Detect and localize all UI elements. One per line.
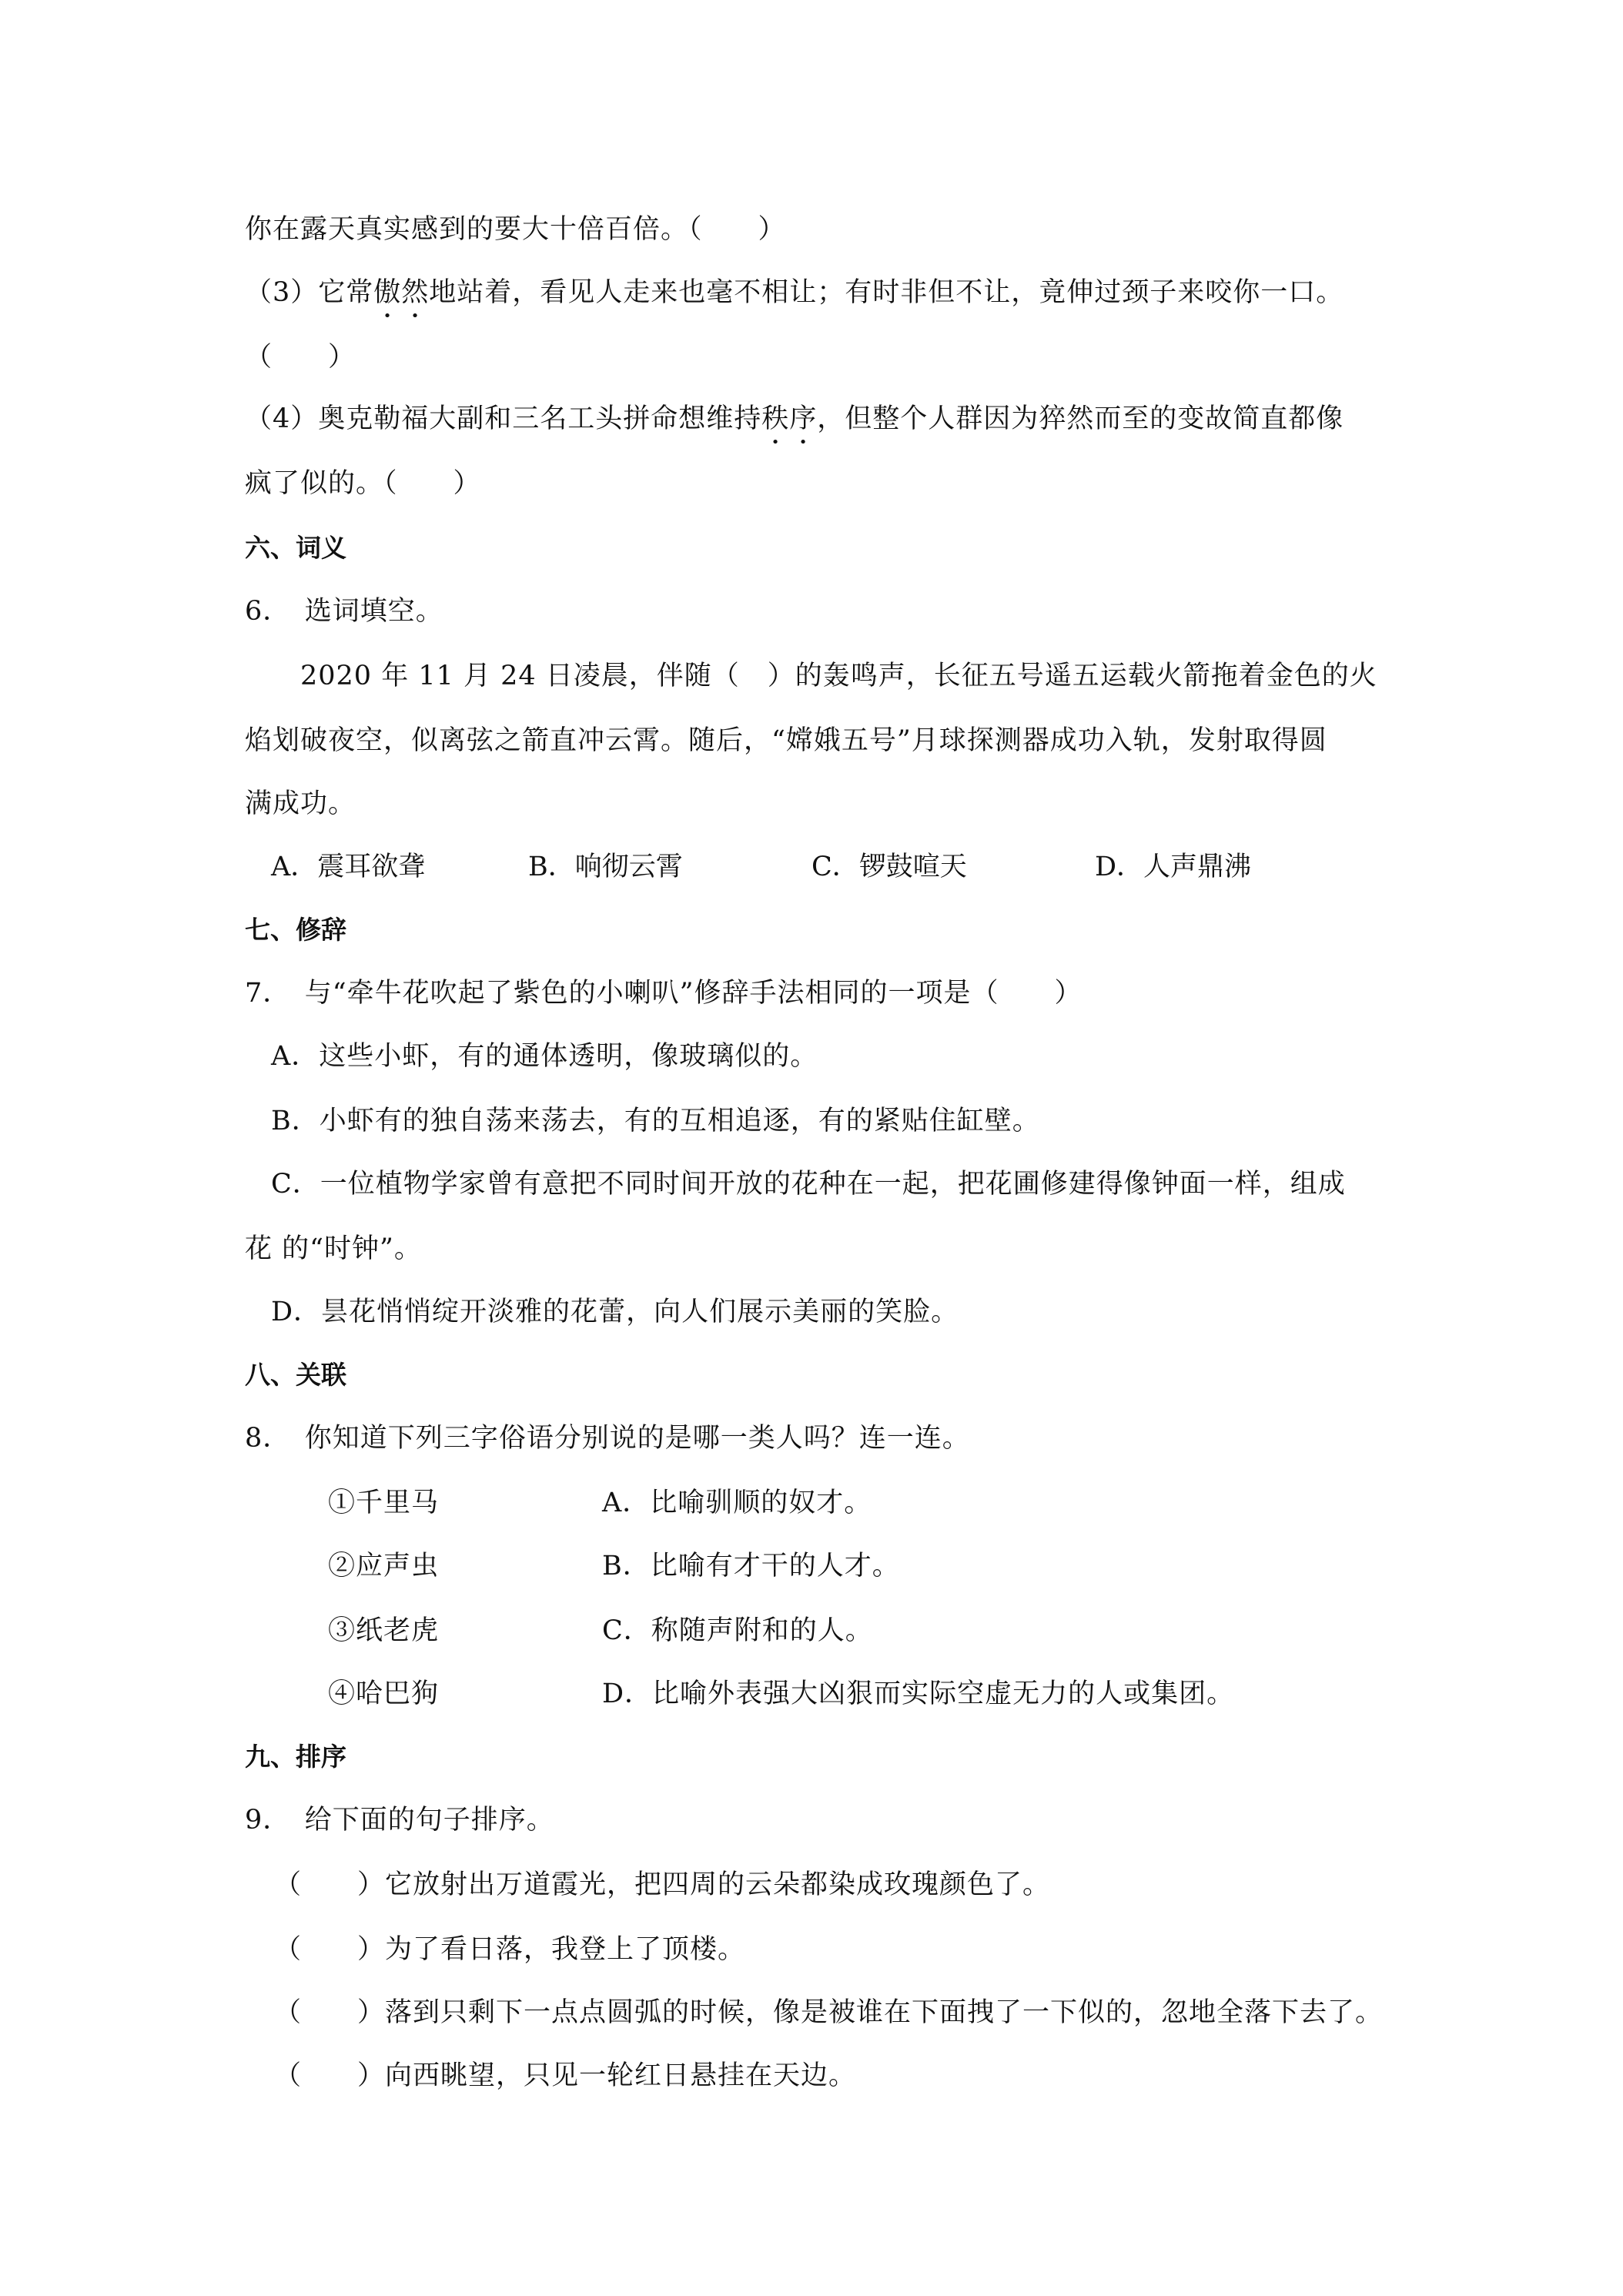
question-7-option-a[interactable]: A．这些小虾，有的通体透明，像玻璃似的。 [271,1041,818,1072]
match-right-item[interactable]: B．比喻有才干的人才。 [602,1551,900,1581]
match-left-item[interactable]: ①千里马 [328,1488,440,1518]
question-6-option-c[interactable]: C．锣鼓喧天 [812,852,967,882]
question-6-option-d[interactable]: D．人声鼎沸 [1095,852,1252,882]
ordering-item[interactable]: （ ）落到只剩下一点点圆弧的时候，像是被谁在下面拽了一下似的，忽地全落下去了。 [274,1997,1384,2028]
q3-text-before: （3）它常 [245,277,374,308]
question-6-stem: 6． 选词填空。 [245,596,443,627]
match-right-item[interactable]: A．比喻驯顺的奴才。 [602,1488,872,1518]
question-9-stem: 9． 给下面的句子排序。 [245,1805,554,1836]
q3-dotted-word: 傲然 [373,277,430,308]
question-7-option-b[interactable]: B．小虾有的独自荡来荡去，有的互相追逐，有的紧贴住缸壁。 [271,1106,1040,1136]
match-left-item[interactable]: ②应声虫 [328,1551,440,1581]
q4-dotted-word: 秩序 [761,403,818,434]
question-8-stem: 8． 你知道下列三字俗语分别说的是哪一类人吗？连一连。 [245,1423,970,1454]
ordering-item[interactable]: （ ）它放射出万道霞光，把四周的云朵都染成玫瑰颜色了。 [274,1869,1051,1900]
section-heading-ordering: 九、排序 [245,1742,346,1772]
question-6-passage-line: 2020 年 11 月 24 日凌晨，伴随（ ）的轰鸣声，长征五号遥五运载火箭拖着金色的火 [300,661,1377,691]
question-7-option-c-continuation: 花 的“时钟”。 [245,1233,422,1264]
ordering-item[interactable]: （ ）为了看日落，我登上了顶楼。 [274,1934,746,1965]
question-6-passage-line: 满成功。 [245,788,356,819]
question-6-passage-line: 焰划破夜空，似离弦之箭直冲云霄。随后，“嫦娥五号”月球探测器成功入轨，发射取得圆 [245,725,1327,756]
question-7-option-d[interactable]: D．昙花悄悄绽开淡雅的花蕾，向人们展示美丽的笑脸。 [271,1297,959,1327]
q4-continuation-line: 疯了似的。（ ） [245,468,481,499]
q3-answer-paren: （ ） [245,342,356,373]
section-heading-vocabulary: 六、词义 [245,533,346,563]
question-6-option-b[interactable]: B．响彻云霄 [528,852,683,882]
section-heading-rhetoric: 七、修辞 [245,915,346,945]
match-left-item[interactable]: ④哈巴狗 [328,1678,440,1709]
q2-continuation-line: 你在露天真实感到的要大十倍百倍。（ ） [245,214,786,245]
q4-text-after: ，但整个人群因为猝然而至的变故简直都像 [817,403,1344,434]
q4-sentence [245,402,1344,450]
question-7-stem: 7． 与“牵牛花吹起了紫色的小喇叭”修辞手法相同的一项是（ ） [245,978,1083,1009]
match-left-item[interactable]: ③纸老虎 [328,1615,440,1646]
ordering-item[interactable]: （ ）向西眺望，只见一轮红日悬挂在天边。 [274,2060,857,2091]
question-7-option-c[interactable]: C．一位植物学家曾有意把不同时间开放的花种在一起，把花圃修建得像钟面一样，组成 [271,1169,1346,1200]
question-6-option-a[interactable]: A．震耳欲聋 [271,852,426,882]
section-heading-matching: 八、关联 [245,1360,346,1390]
match-right-item[interactable]: C．称随声附和的人。 [602,1615,873,1646]
q3-text-after: 地站着，看见人走来也毫不相让；有时非但不让，竟伸过颈子来咬你一口。 [429,277,1344,308]
match-right-item[interactable]: D．比喻外表强大凶狠而实际空虚无力的人或集团。 [602,1678,1235,1709]
q4-text-before: （4）奥克勒福大副和三名工头拼命想维持 [245,403,762,434]
q3-sentence [245,276,1344,324]
